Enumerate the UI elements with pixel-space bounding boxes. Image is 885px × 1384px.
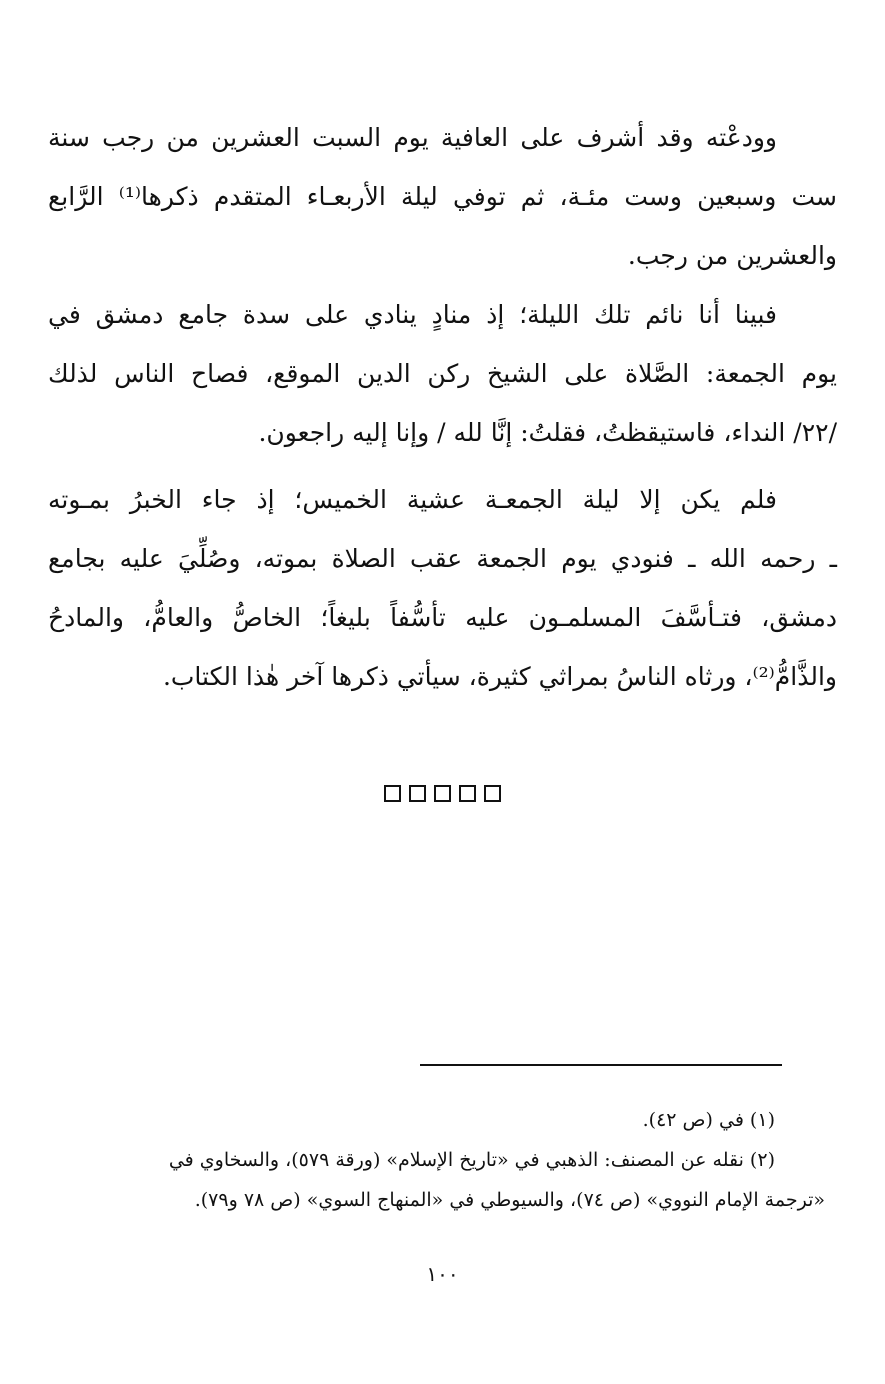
text-line: /٢٢/ النداء، فاستيقظتُ، فقلتُ: إنَّا لله / وإنا إليه راجعون. — [258, 418, 837, 447]
footnote-2: (٢) نقله عن المصنف: الذهبي في «تاريخ الإسلام» (ورقة ٥٧٩)، والسخاوي في — [168, 1149, 775, 1171]
text-line: يوم الجمعة: الصَّلاة على الشيخ ركن الدين الموقع، فصاح الناس لذلك — [48, 359, 837, 388]
footnote-divider — [420, 1064, 782, 1066]
footnotes — [58, 1100, 825, 1220]
square-ornament-icon — [409, 785, 426, 802]
section-ornament — [0, 785, 885, 802]
text-line: ـ رحمه الله ـ فنودي يوم الجمعة عقب الصلاة بموته، وصُلِّيَ عليه بجامع — [48, 544, 837, 573]
square-ornament-icon — [434, 785, 451, 802]
paragraph-3 — [48, 470, 837, 706]
footnote-1: (١) في (ص ٤٢). — [642, 1109, 775, 1131]
text-line: والعشرين من رجب. — [627, 241, 837, 270]
text-line: والذَّامُّ⁽²⁾، ورثاه الناسُ بمراثي كثيرة، سيأتي ذكرها آخر هٰذا الكتاب. — [162, 662, 837, 691]
footnote-2-continued: «ترجمة الإمام النووي» (ص ٧٤)، والسيوطي في «المنهاج السوي» (ص ٧٨ و٧٩). — [194, 1189, 825, 1211]
page-number: ١٠٠ — [426, 1262, 459, 1286]
paragraph-1 — [48, 108, 837, 285]
text-line: ست وسبعين وست مئـة، ثم توفي ليلة الأربعـاء المتقدم ذكرها⁽¹⁾ الرَّابع — [48, 182, 838, 211]
text-line: دمشق، فتـأسَّفَ المسلمـون عليه تأسُّفاً بليغاً؛ الخاصُّ والعامُّ، والمادحُ — [48, 603, 837, 632]
square-ornament-icon — [484, 785, 501, 802]
square-ornament-icon — [459, 785, 476, 802]
main-text — [48, 108, 837, 706]
text-line: فبينا أنا نائم تلك الليلة؛ إذ منادٍ ينادي على سدة جامع دمشق في — [48, 300, 777, 329]
square-ornament-icon — [384, 785, 401, 802]
paragraph-2 — [48, 285, 837, 462]
text-line: فلم يكن إلا ليلة الجمعـة عشية الخميس؛ إذ جاء الخبرُ بمـوته — [48, 485, 777, 514]
text-line: وودعْته وقد أشرف على العافية يوم السبت العشرين من رجب سنة — [48, 123, 777, 152]
